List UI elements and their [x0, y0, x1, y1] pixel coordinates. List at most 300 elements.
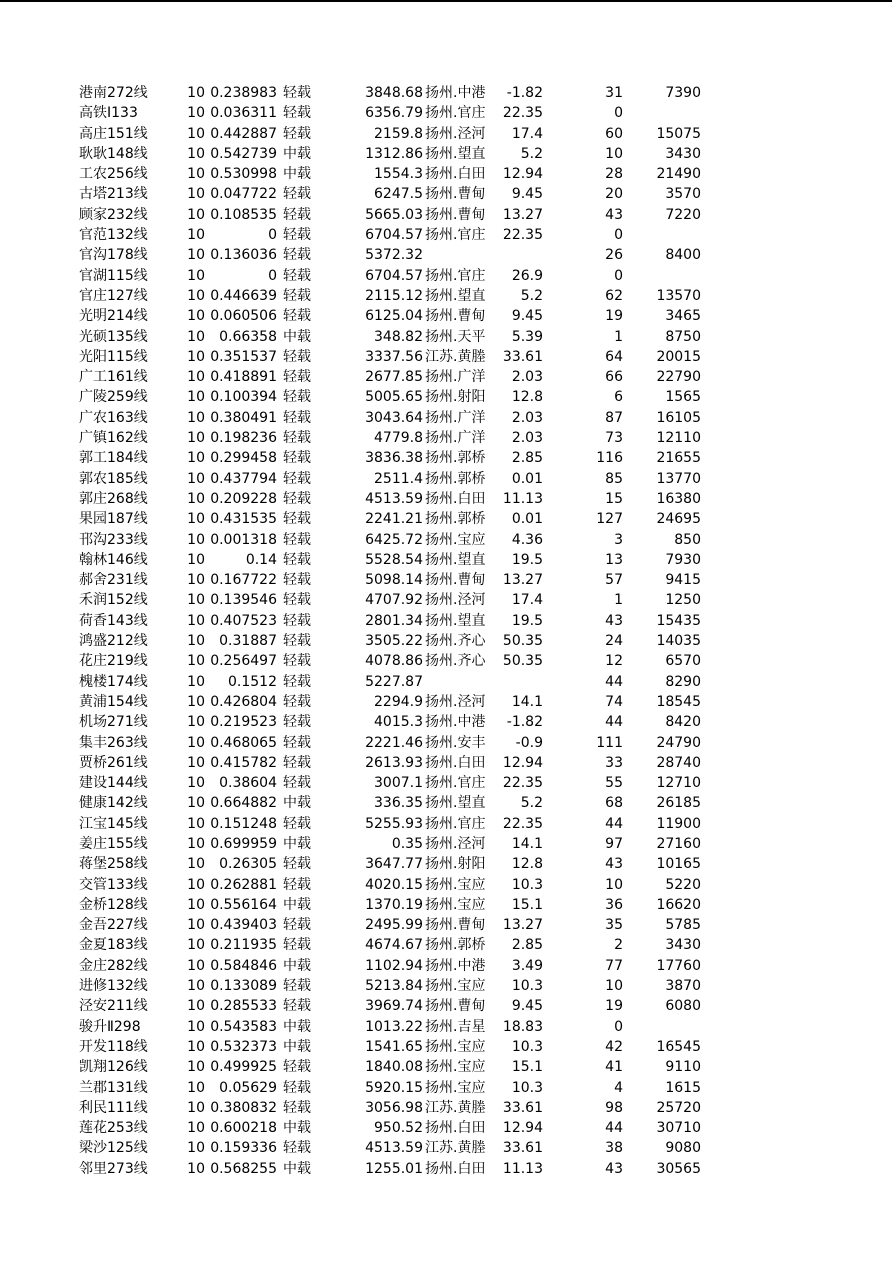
table-row [79, 83, 701, 103]
capacity-cell: 24790 [656, 734, 701, 751]
distance-cell: 10.3 [511, 1038, 543, 1055]
capacity-cell: 9110 [665, 1059, 701, 1076]
table-row [79, 205, 701, 225]
count-cell: 44 [605, 714, 623, 731]
value-cell: 2511.4 [374, 470, 423, 487]
load-rate-cell: 0.14 [245, 551, 277, 568]
substation-cell: 扬州.安丰 [425, 734, 486, 751]
count-cell: 98 [605, 1099, 623, 1116]
count-cell: 19 [605, 998, 623, 1015]
line-name-cell: 梁沙125线 [79, 1140, 148, 1157]
count-cell: 12 [605, 653, 623, 670]
value-cell: 2221.46 [365, 734, 423, 751]
voltage-cell: 10 [187, 287, 205, 304]
load-rate-cell: 0.600218 [210, 1120, 277, 1137]
voltage-cell: 10 [187, 267, 205, 284]
table-row [79, 1159, 701, 1179]
count-cell: 19 [605, 308, 623, 325]
count-cell: 43 [605, 612, 623, 629]
voltage-cell: 10 [187, 470, 205, 487]
table-row [79, 144, 701, 164]
load-status-cell: 轻载 [283, 876, 311, 893]
substation-cell: 扬州.泾河 [425, 835, 486, 852]
voltage-cell: 10 [187, 572, 205, 589]
count-cell: 13 [605, 551, 623, 568]
substation-cell: 扬州.射阳 [425, 389, 486, 406]
distance-cell: 15.1 [511, 1059, 543, 1076]
distance-cell: 22.35 [502, 105, 543, 122]
distance-cell: 0.01 [511, 511, 543, 528]
capacity-cell: 1565 [665, 389, 701, 406]
load-status-cell: 轻载 [283, 1099, 311, 1116]
substation-cell: 扬州.射阳 [425, 856, 486, 873]
voltage-cell: 10 [187, 369, 205, 386]
substation-cell: 扬州.郭桥 [425, 511, 486, 528]
capacity-cell [623, 266, 701, 286]
count-cell: 24 [605, 633, 623, 650]
distance-cell: 12.94 [502, 166, 543, 183]
voltage-cell: 10 [187, 531, 205, 548]
count-cell: 26 [605, 247, 623, 264]
line-name-cell: 郝舍231线 [79, 572, 148, 589]
load-status-cell: 轻载 [283, 348, 311, 365]
load-rate-cell: 0.418891 [210, 369, 277, 386]
load-status-cell: 轻载 [283, 917, 311, 934]
load-rate-cell: 0.100394 [210, 389, 277, 406]
substation-cell: 江苏.黄塍 [425, 1140, 486, 1157]
load-status-cell: 轻载 [283, 409, 311, 426]
line-name-cell: 利民111线 [79, 1099, 148, 1116]
load-status-cell: 轻载 [283, 1059, 311, 1076]
distance-cell: 5.2 [520, 795, 543, 812]
distance-cell: 5.39 [511, 328, 543, 345]
substation-cell: 扬州.望直 [425, 287, 486, 304]
substation-cell: 扬州.望直 [425, 551, 486, 568]
capacity-cell: 27160 [656, 835, 701, 852]
load-status-cell: 轻载 [283, 937, 311, 954]
voltage-cell: 10 [187, 490, 205, 507]
voltage-cell: 10 [187, 247, 205, 264]
value-cell: 1370.19 [365, 896, 423, 913]
load-status-cell: 中载 [283, 1120, 311, 1137]
voltage-cell: 10 [187, 186, 205, 203]
capacity-cell: 1250 [665, 592, 701, 609]
distance-cell: 11.13 [502, 1160, 543, 1177]
capacity-cell: 13570 [656, 287, 701, 304]
capacity-cell: 24695 [656, 511, 701, 528]
load-rate-cell: 0.26305 [219, 856, 277, 873]
load-status-cell: 轻载 [283, 85, 311, 101]
table-row [79, 550, 701, 570]
substation-cell: 扬州.中港 [425, 714, 486, 731]
table-row [79, 387, 701, 407]
table-row [79, 124, 701, 144]
load-status-cell: 轻载 [283, 105, 311, 122]
line-name-cell: 禾润152线 [79, 592, 148, 609]
load-rate-cell: 0.262881 [210, 876, 277, 893]
value-cell: 3836.38 [365, 450, 423, 467]
value-cell: 3043.64 [365, 409, 423, 426]
count-cell: 2 [614, 937, 623, 954]
distance-cell: 19.5 [511, 551, 543, 568]
substation-cell: 扬州.曹甸 [425, 186, 486, 203]
table-row [79, 225, 701, 245]
substation-cell: 扬州.泾河 [425, 592, 486, 609]
table-row [79, 611, 701, 631]
value-cell: 2115.12 [365, 287, 423, 304]
substation-cell: 扬州.官庄 [425, 105, 486, 122]
value-cell: 5528.54 [365, 551, 423, 568]
substation-cell [423, 245, 499, 265]
load-rate-cell: 0 [268, 267, 277, 284]
distance-cell: 4.36 [511, 531, 543, 548]
substation-cell: 扬州.白田 [425, 754, 486, 771]
load-rate-cell: 0.437794 [210, 470, 277, 487]
line-name-cell: 耿耿148线 [79, 145, 148, 162]
value-cell: 5005.65 [365, 389, 423, 406]
capacity-cell: 11900 [656, 815, 701, 832]
voltage-cell: 10 [187, 1120, 205, 1137]
substation-cell: 扬州.曹甸 [425, 206, 486, 223]
value-cell: 4707.92 [365, 592, 423, 609]
voltage-cell: 10 [187, 1099, 205, 1116]
table-row [79, 712, 701, 732]
table-row [79, 834, 701, 854]
distance-cell: 19.5 [511, 612, 543, 629]
distance-cell: 33.61 [502, 1099, 543, 1116]
load-rate-cell: 0.299458 [210, 450, 277, 467]
distance-cell: -1.82 [506, 714, 543, 731]
load-status-cell: 轻载 [283, 572, 311, 589]
distance-cell: -1.82 [506, 85, 543, 101]
capacity-cell: 10165 [656, 856, 701, 873]
substation-cell: 扬州.吉星 [425, 1018, 486, 1035]
value-cell: 5372.32 [365, 247, 423, 264]
table-row [79, 915, 701, 935]
count-cell: 62 [605, 287, 623, 304]
substation-cell: 扬州.中港 [425, 85, 486, 101]
distance-cell: 17.4 [511, 125, 543, 142]
value-cell: 2294.9 [374, 693, 423, 710]
voltage-cell: 10 [187, 693, 205, 710]
table-body [79, 83, 701, 1179]
load-rate-cell: 0.38604 [219, 775, 277, 792]
substation-cell: 扬州.白田 [425, 166, 486, 183]
count-cell: 0 [614, 1018, 623, 1035]
value-cell: 1255.01 [365, 1160, 423, 1177]
line-name-cell: 广农163线 [79, 409, 148, 426]
voltage-cell: 10 [187, 105, 205, 122]
voltage-cell: 10 [187, 1038, 205, 1055]
count-cell: 68 [605, 795, 623, 812]
substation-cell: 扬州.望直 [425, 145, 486, 162]
substation-cell: 江苏.黄塍 [425, 1099, 486, 1116]
line-name-cell: 郭工184线 [79, 450, 148, 467]
load-rate-cell: 0.499925 [210, 1059, 277, 1076]
substation-cell: 扬州.官庄 [425, 267, 486, 284]
voltage-cell: 10 [187, 754, 205, 771]
capacity-cell [623, 1017, 701, 1037]
capacity-cell: 30565 [656, 1160, 701, 1177]
voltage-cell: 10 [187, 389, 205, 406]
table-row [79, 692, 701, 712]
table-row [79, 469, 701, 489]
line-name-cell: 邻里273线 [79, 1160, 148, 1177]
substation-cell: 扬州.郭桥 [425, 470, 486, 487]
load-status-cell: 轻载 [283, 734, 311, 751]
load-rate-cell: 0.001318 [210, 531, 277, 548]
capacity-cell: 14035 [656, 633, 701, 650]
substation-cell: 扬州.宝应 [425, 1079, 486, 1096]
voltage-cell: 10 [187, 1160, 205, 1177]
load-rate-cell: 0.151248 [210, 815, 277, 832]
table-row [79, 1057, 701, 1077]
load-rate-cell: 0.136036 [210, 247, 277, 264]
line-name-cell: 光明214线 [79, 308, 148, 325]
table-row [79, 367, 701, 387]
line-name-cell: 金庄282线 [79, 957, 148, 974]
table-row [79, 448, 701, 468]
load-status-cell: 轻载 [283, 206, 311, 223]
load-status-cell: 中载 [283, 145, 311, 162]
capacity-cell: 17760 [656, 957, 701, 974]
load-rate-cell: 0.209228 [210, 490, 277, 507]
value-cell: 3337.56 [365, 348, 423, 365]
table-row [79, 895, 701, 915]
count-cell: 6 [614, 389, 623, 406]
load-rate-cell: 0.31887 [219, 633, 277, 650]
substation-cell: 扬州.泾河 [425, 693, 486, 710]
line-name-cell: 高铁Ⅰ133 [79, 105, 138, 122]
load-status-cell: 轻载 [283, 369, 311, 386]
load-status-cell: 轻载 [283, 653, 311, 670]
table-row [79, 773, 701, 793]
capacity-cell: 9080 [665, 1140, 701, 1157]
distance-cell: 12.8 [511, 856, 543, 873]
value-cell: 348.82 [374, 328, 423, 345]
table-row [79, 530, 701, 550]
line-name-cell: 兰郡131线 [79, 1079, 148, 1096]
capacity-cell: 16545 [656, 1038, 701, 1055]
capacity-cell: 5220 [665, 876, 701, 893]
distance-cell: 11.13 [502, 490, 543, 507]
capacity-cell: 7390 [665, 85, 701, 101]
count-cell: 4 [614, 1079, 623, 1096]
load-status-cell: 轻载 [283, 430, 311, 447]
capacity-cell: 30710 [656, 1120, 701, 1137]
substation-cell: 扬州.宝应 [425, 978, 486, 995]
value-cell: 2159.8 [374, 125, 423, 142]
substation-cell: 扬州.望直 [425, 612, 486, 629]
substation-cell: 扬州.望直 [425, 795, 486, 812]
value-cell: 6704.57 [365, 227, 423, 244]
voltage-cell: 10 [187, 612, 205, 629]
line-name-cell: 花庄219线 [79, 653, 148, 670]
value-cell: 3007.1 [374, 775, 423, 792]
distance-cell: 13.27 [502, 206, 543, 223]
value-cell: 1541.65 [365, 1038, 423, 1055]
distance-cell: 2.03 [511, 369, 543, 386]
value-cell: 6125.04 [365, 308, 423, 325]
load-status-cell: 轻载 [283, 186, 311, 203]
load-rate-cell: 0.060506 [210, 308, 277, 325]
load-rate-cell: 0.256497 [210, 653, 277, 670]
line-name-cell: 鸿盛212线 [79, 633, 148, 650]
load-rate-cell: 0.047722 [210, 186, 277, 203]
voltage-cell: 10 [187, 450, 205, 467]
capacity-cell: 5785 [665, 917, 701, 934]
line-name-cell: 高庄151线 [79, 125, 148, 142]
table-row [79, 306, 701, 326]
substation-cell: 扬州.白田 [425, 1120, 486, 1137]
table-row [79, 164, 701, 184]
substation-cell: 扬州.泾河 [425, 125, 486, 142]
load-rate-cell: 0.407523 [210, 612, 277, 629]
distance-cell: 33.61 [502, 1140, 543, 1157]
count-cell: 64 [605, 348, 623, 365]
count-cell: 74 [605, 693, 623, 710]
distance-cell: 13.27 [502, 917, 543, 934]
load-status-cell: 轻载 [283, 490, 311, 507]
substation-cell: 扬州.曹甸 [425, 308, 486, 325]
load-rate-cell: 0.532373 [210, 1038, 277, 1055]
load-rate-cell: 0.219523 [210, 714, 277, 731]
load-rate-cell: 0.530998 [210, 166, 277, 183]
load-rate-cell: 0.05629 [219, 1079, 277, 1096]
load-rate-cell: 0.543583 [210, 1018, 277, 1035]
voltage-cell: 10 [187, 978, 205, 995]
table-row [79, 1017, 701, 1037]
voltage-cell: 10 [187, 896, 205, 913]
table-row [79, 428, 701, 448]
substation-cell: 扬州.广洋 [425, 409, 486, 426]
line-name-cell: 官湖115线 [79, 267, 148, 284]
substation-cell: 扬州.广洋 [425, 430, 486, 447]
line-name-cell: 邗沟233线 [79, 531, 148, 548]
value-cell: 6247.5 [374, 186, 423, 203]
voltage-cell: 10 [187, 125, 205, 142]
capacity-cell: 15435 [656, 612, 701, 629]
substation-cell: 扬州.齐心 [425, 653, 486, 670]
load-status-cell: 轻载 [283, 389, 311, 406]
voltage-cell: 10 [187, 409, 205, 426]
capacity-cell: 25720 [656, 1099, 701, 1116]
distance-cell: 50.35 [502, 653, 543, 670]
load-status-cell: 中载 [283, 1018, 311, 1035]
load-status-cell: 轻载 [283, 511, 311, 528]
load-rate-cell: 0.351537 [210, 348, 277, 365]
count-cell: 10 [605, 145, 623, 162]
distance-cell: 18.83 [502, 1018, 543, 1035]
value-cell: 6356.79 [365, 105, 423, 122]
load-status-cell: 轻载 [283, 856, 311, 873]
capacity-cell: 3570 [665, 186, 701, 203]
capacity-cell: 16380 [656, 490, 701, 507]
value-cell: 5920.15 [365, 1079, 423, 1096]
capacity-cell: 18545 [656, 693, 701, 710]
voltage-cell: 10 [187, 308, 205, 325]
count-cell: 28 [605, 166, 623, 183]
voltage-cell: 10 [187, 166, 205, 183]
table-row [79, 1078, 701, 1098]
count-cell: 111 [596, 734, 623, 751]
line-name-cell: 官沟178线 [79, 247, 148, 264]
substation-cell: 扬州.宝应 [425, 1038, 486, 1055]
capacity-cell: 6080 [665, 998, 701, 1015]
value-cell: 4674.67 [365, 937, 423, 954]
count-cell: 20 [605, 186, 623, 203]
load-status-cell: 轻载 [283, 125, 311, 142]
value-cell: 3056.98 [365, 1099, 423, 1116]
table-row [79, 651, 701, 671]
voltage-cell: 10 [187, 775, 205, 792]
table-row [79, 733, 701, 753]
load-rate-cell: 0.198236 [210, 430, 277, 447]
count-cell: 33 [605, 754, 623, 771]
distance-cell: 10.3 [511, 978, 543, 995]
count-cell: 31 [605, 85, 623, 101]
table-row [79, 935, 701, 955]
table-row [79, 976, 701, 996]
load-status-cell: 轻载 [283, 247, 311, 264]
line-name-cell: 广陵259线 [79, 389, 148, 406]
capacity-cell: 8400 [665, 247, 701, 264]
capacity-cell: 12710 [656, 775, 701, 792]
line-name-cell: 交管133线 [79, 876, 148, 893]
voltage-cell: 10 [187, 1018, 205, 1035]
load-status-cell: 中载 [283, 328, 311, 345]
value-cell: 6704.57 [365, 267, 423, 284]
count-cell: 42 [605, 1038, 623, 1055]
value-cell: 1840.08 [365, 1059, 423, 1076]
value-cell: 1102.94 [365, 957, 423, 974]
load-rate-cell: 0.426804 [210, 693, 277, 710]
load-status-cell: 轻载 [283, 693, 311, 710]
line-name-cell: 顾家232线 [79, 206, 148, 223]
value-cell: 2801.34 [365, 612, 423, 629]
capacity-cell: 850 [674, 531, 701, 548]
voltage-cell: 10 [187, 206, 205, 223]
value-cell: 2241.21 [365, 511, 423, 528]
value-cell: 4020.15 [365, 876, 423, 893]
voltage-cell: 10 [187, 856, 205, 873]
substation-cell: 扬州.郭桥 [425, 450, 486, 467]
load-rate-cell: 0.468065 [210, 734, 277, 751]
count-cell: 43 [605, 206, 623, 223]
table-row [79, 1138, 701, 1158]
value-cell: 1013.22 [365, 1018, 423, 1035]
line-name-cell: 骏升Ⅱ298 [79, 1018, 141, 1035]
distance-cell: 10.3 [511, 876, 543, 893]
voltage-cell: 10 [187, 227, 205, 244]
line-name-cell: 建设144线 [79, 775, 148, 792]
load-status-cell: 中载 [283, 1160, 311, 1177]
count-cell: 57 [605, 572, 623, 589]
load-status-cell: 中载 [283, 1038, 311, 1055]
substation-cell: 扬州.曹甸 [425, 998, 486, 1015]
voltage-cell: 10 [187, 85, 205, 101]
table-row [79, 286, 701, 306]
capacity-cell: 28740 [656, 754, 701, 771]
load-status-cell: 轻载 [283, 633, 311, 650]
line-name-cell: 郭庄268线 [79, 490, 148, 507]
substation-cell: 扬州.宝应 [425, 531, 486, 548]
line-name-cell: 凯翔126线 [79, 1059, 148, 1076]
table-row [79, 570, 701, 590]
capacity-cell [623, 225, 701, 245]
capacity-cell: 3430 [665, 937, 701, 954]
value-cell: 1312.86 [365, 145, 423, 162]
